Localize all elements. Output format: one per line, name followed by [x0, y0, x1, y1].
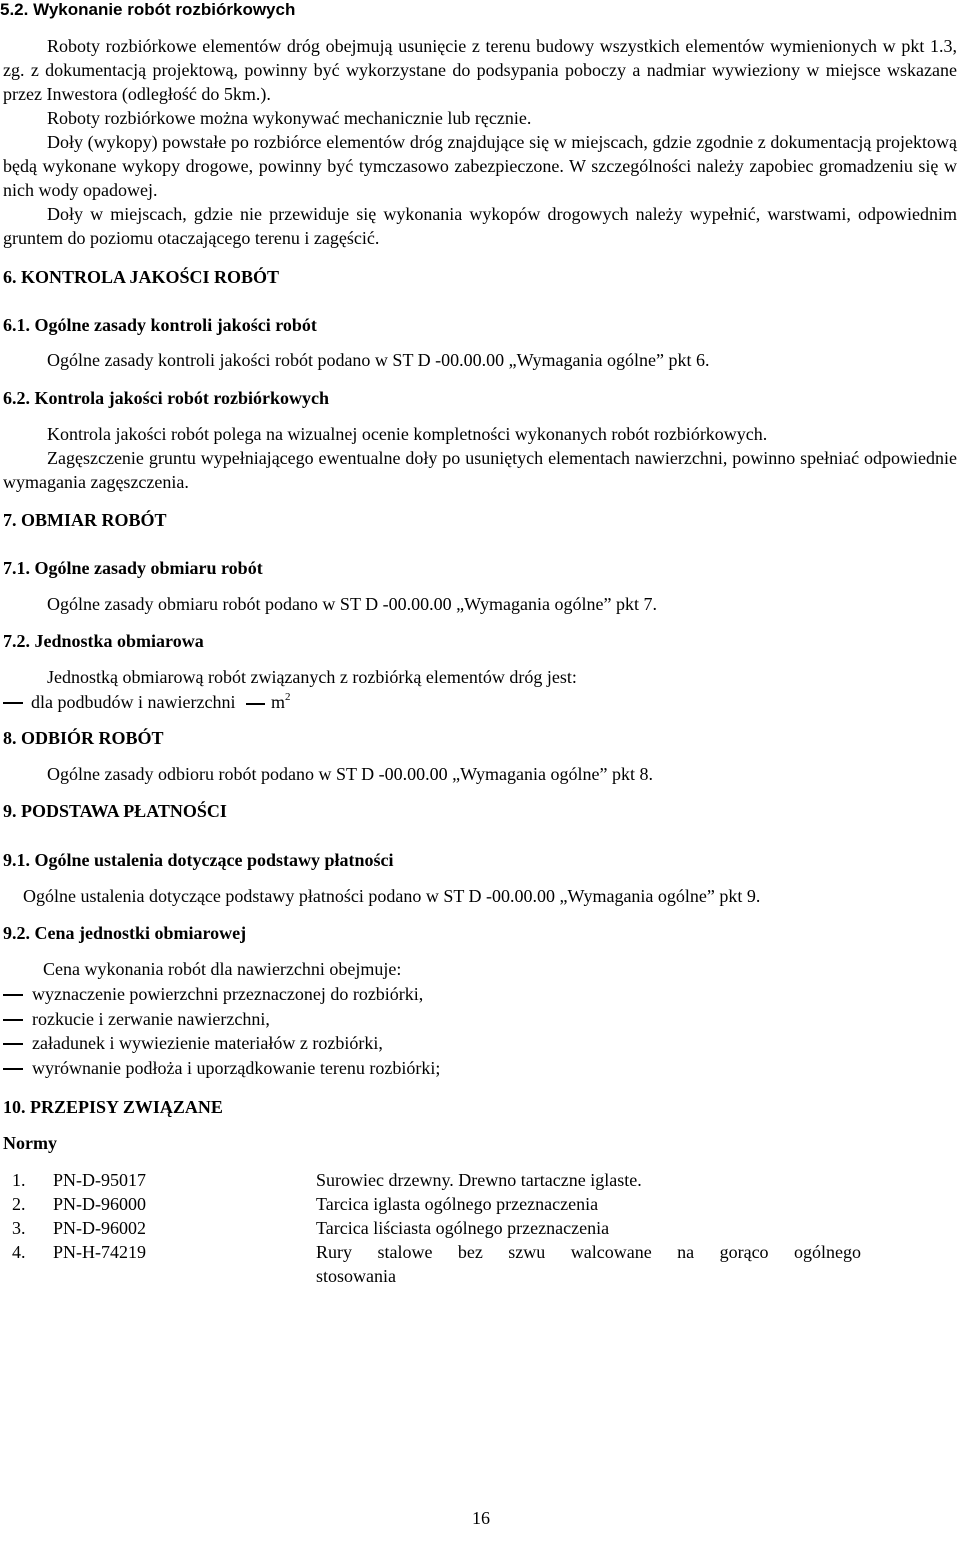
- list-item: rozkucie i zerwanie nawierzchni,: [32, 1009, 270, 1029]
- subsection-heading: 7.2. Jednostka obmiarowa: [3, 631, 204, 651]
- paragraph: Roboty rozbiórkowe elementów dróg obejmują usunięcie z terenu budowy wszystkich elementów wymienionych w pkt 1.3, zg. z dokumentacją projektową, powinny być wykorzystane do podsypania poboczy a nadmiar wywieziony w miejsce wskazane przez Inwestora (odległość do 5km.).: [3, 36, 957, 104]
- paragraph: Zagęszczenie gruntu wypełniającego ewentualne doły po usuniętych elementach nawierzchni, powinno spełniać odpowiednie wymagania zagęszczenia.: [3, 448, 957, 492]
- paragraph: Ogólne zasady obmiaru robót podano w ST D -00.00.00 „Wymagania ogólne” pkt 7.: [47, 594, 657, 614]
- subsection-heading: 6.2. Kontrola jakości robót rozbiórkowych: [3, 388, 330, 408]
- list-item: załadunek i wywiezienie materiałów z rozbiórki,: [32, 1033, 383, 1053]
- norm-description: Tarcica liściasta ogólnego przeznaczenia: [316, 1218, 610, 1238]
- dash-bullet-icon: [3, 1043, 23, 1045]
- norm-description: stosowania: [316, 1266, 396, 1286]
- dash-bullet-icon: [3, 702, 23, 704]
- section-heading: 9. PODSTAWA PŁATNOŚCI: [3, 801, 227, 821]
- list-item: wyrównanie podłoża i uporządkowanie terenu rozbiórki;: [32, 1058, 441, 1078]
- norm-code: PN-D-95017: [53, 1170, 146, 1190]
- subsection-heading: 9.2. Cena jednostki obmiarowej: [3, 923, 247, 943]
- paragraph: Doły w miejscach, gdzie nie przewiduje się wykonania wykopów drogowych należy wypełnić, warstwami, odpowiednim gruntem do poziomu otaczającego terenu i zagęścić.: [3, 204, 957, 248]
- norm-number: 4.: [12, 1242, 26, 1262]
- norm-number: 3.: [12, 1218, 26, 1238]
- dash-bullet-icon: [3, 994, 23, 996]
- unit: m: [270, 692, 285, 712]
- list-item: [31, 690, 290, 714]
- list-item-text: dla podbudów i nawierzchni: [31, 692, 236, 712]
- dash-icon: [246, 703, 265, 705]
- section-heading: 10. PRZEPISY ZWIĄZANE: [3, 1097, 223, 1117]
- paragraph: Ogólne zasady odbioru robót podano w ST D -00.00.00 „Wymagania ogólne” pkt 8.: [47, 764, 653, 784]
- norm-code: PN-D-96002: [53, 1218, 146, 1238]
- paragraph: Kontrola jakości robót polega na wizualnej ocenie kompletności wykonanych robót rozbiórkowych.: [47, 424, 768, 444]
- norm-description: Rury stalowe bez szwu walcowane na gorąco ogólnego: [316, 1242, 861, 1262]
- section-heading: 5.2. Wykonanie robót rozbiórkowych: [0, 0, 296, 19]
- section-body: [3, 34, 957, 250]
- norm-number: 2.: [12, 1194, 26, 1214]
- subsection-heading: 6.1. Ogólne zasady kontroli jakości robót: [3, 315, 317, 335]
- paragraph: Cena wykonania robót dla nawierzchni obejmuje:: [43, 959, 402, 979]
- norm-description: Tarcica iglasta ogólnego przeznaczenia: [316, 1194, 599, 1214]
- section-heading: 8. ODBIÓR ROBÓT: [3, 728, 164, 748]
- subsection-heading: 7.1. Ogólne zasady obmiaru robót: [3, 558, 263, 578]
- unit-exponent: 2: [284, 691, 291, 703]
- dash-bullet-icon: [3, 1068, 23, 1070]
- paragraph: Jednostką obmiarową robót związanych z rozbiórką elementów dróg jest:: [47, 667, 577, 687]
- section-body: [3, 422, 957, 494]
- page-number: 16: [472, 1508, 490, 1528]
- norm-code: PN-H-74219: [53, 1242, 146, 1262]
- section-heading: 6. KONTROLA JAKOŚCI ROBÓT: [3, 267, 280, 287]
- norm-description: Surowiec drzewny. Drewno tartaczne iglaste.: [316, 1170, 642, 1190]
- paragraph: Ogólne zasady kontroli jakości robót podano w ST D -00.00.00 „Wymagania ogólne” pkt 6.: [47, 350, 710, 370]
- section-heading: 7. OBMIAR ROBÓT: [3, 510, 167, 530]
- norm-code: PN-D-96000: [53, 1194, 146, 1214]
- list-item: wyznaczenie powierzchni przeznaczonej do rozbiórki,: [32, 984, 424, 1004]
- norm-number: 1.: [12, 1170, 26, 1190]
- paragraph: Roboty rozbiórkowe można wykonywać mechanicznie lub ręcznie.: [47, 108, 532, 128]
- subsection-heading: Normy: [3, 1133, 57, 1153]
- paragraph: Ogólne ustalenia dotyczące podstawy płatności podano w ST D -00.00.00 „Wymagania ogólne” pkt 9.: [23, 886, 761, 906]
- paragraph: Doły (wykopy) powstałe po rozbiórce elementów dróg znajdujące się w miejscach, gdzie zgodnie z dokumentacją projektową będą wykonane wykopy drogowe, powinny być tymczasowo zabezpieczone. W szczególności należy zapobiec gromadzeniu się w nich wody opadowej.: [3, 132, 957, 200]
- subsection-heading: 9.1. Ogólne ustalenia dotyczące podstawy płatności: [3, 850, 394, 870]
- dash-bullet-icon: [3, 1019, 23, 1021]
